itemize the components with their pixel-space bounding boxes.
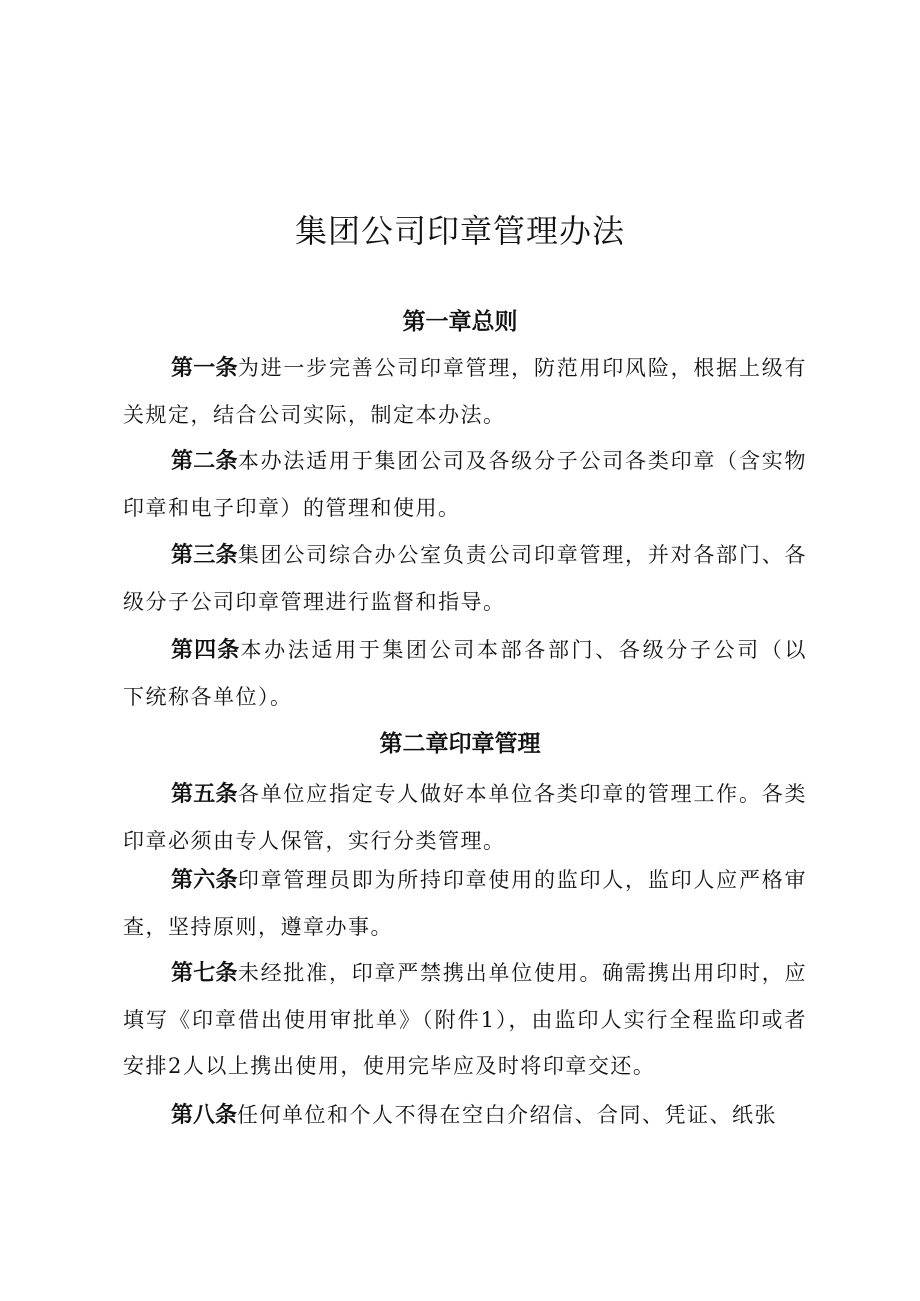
article-text: 未经批准，印章严禁携出单位使用。确需携出用印时，应填写《印章借出使用审批单》（附件1），由监印人实行全程监印或者安排2人以上携出使用，使用完毕应及时将印章交还。 bbox=[123, 961, 807, 1078]
article-6 bbox=[123, 857, 807, 950]
article-text: 为进一步完善公司印章管理，防范用印风险，根据上级有关规定，结合公司实际，制定本办法。 bbox=[123, 356, 807, 427]
article-text: 任何单位和个人不得在空白介绍信、合同、凭证、纸张 bbox=[237, 1103, 778, 1127]
article-3 bbox=[123, 532, 807, 625]
article-text: 本办法适用于集团公司及各级分子公司各类印章（含实物印章和电子印章）的管理和使用。 bbox=[123, 449, 807, 520]
article-label: 第七条 bbox=[171, 961, 238, 986]
article-2 bbox=[123, 438, 807, 531]
chapter-heading-1: 第一章总则 bbox=[402, 309, 518, 335]
article-label: 第二条 bbox=[171, 449, 238, 474]
article-7 bbox=[123, 950, 807, 1089]
article-label: 第八条 bbox=[171, 1103, 238, 1128]
article-5 bbox=[123, 771, 807, 864]
article-label: 第五条 bbox=[171, 782, 238, 807]
chapter-heading-2: 第二章印章管理 bbox=[379, 731, 541, 757]
article-label: 第三条 bbox=[171, 543, 238, 568]
article-label: 第四条 bbox=[171, 638, 241, 663]
article-text: 各单位应指定专人做好本单位各类印章的管理工作。各类印章必须由专人保管，实行分类管理。 bbox=[123, 782, 807, 853]
article-8 bbox=[123, 1092, 807, 1139]
article-label: 第六条 bbox=[171, 868, 238, 893]
article-text: 印章管理员即为所持印章使用的监印人，监印人应严格审查，坚持原则，遵章办事。 bbox=[123, 868, 807, 939]
article-label: 第一条 bbox=[171, 356, 238, 381]
document-title: 集团公司印章管理办法 bbox=[294, 212, 625, 250]
article-1 bbox=[123, 345, 807, 438]
article-text: 本办法适用于集团公司本部各部门、各级分子公司（以 下统称各单位）。 bbox=[123, 638, 807, 709]
article-4 bbox=[123, 627, 807, 720]
article-text: 集团公司综合办公室负责公司印章管理，并对各部门、各级分子公司印章管理进行监督和指导。 bbox=[123, 543, 807, 614]
